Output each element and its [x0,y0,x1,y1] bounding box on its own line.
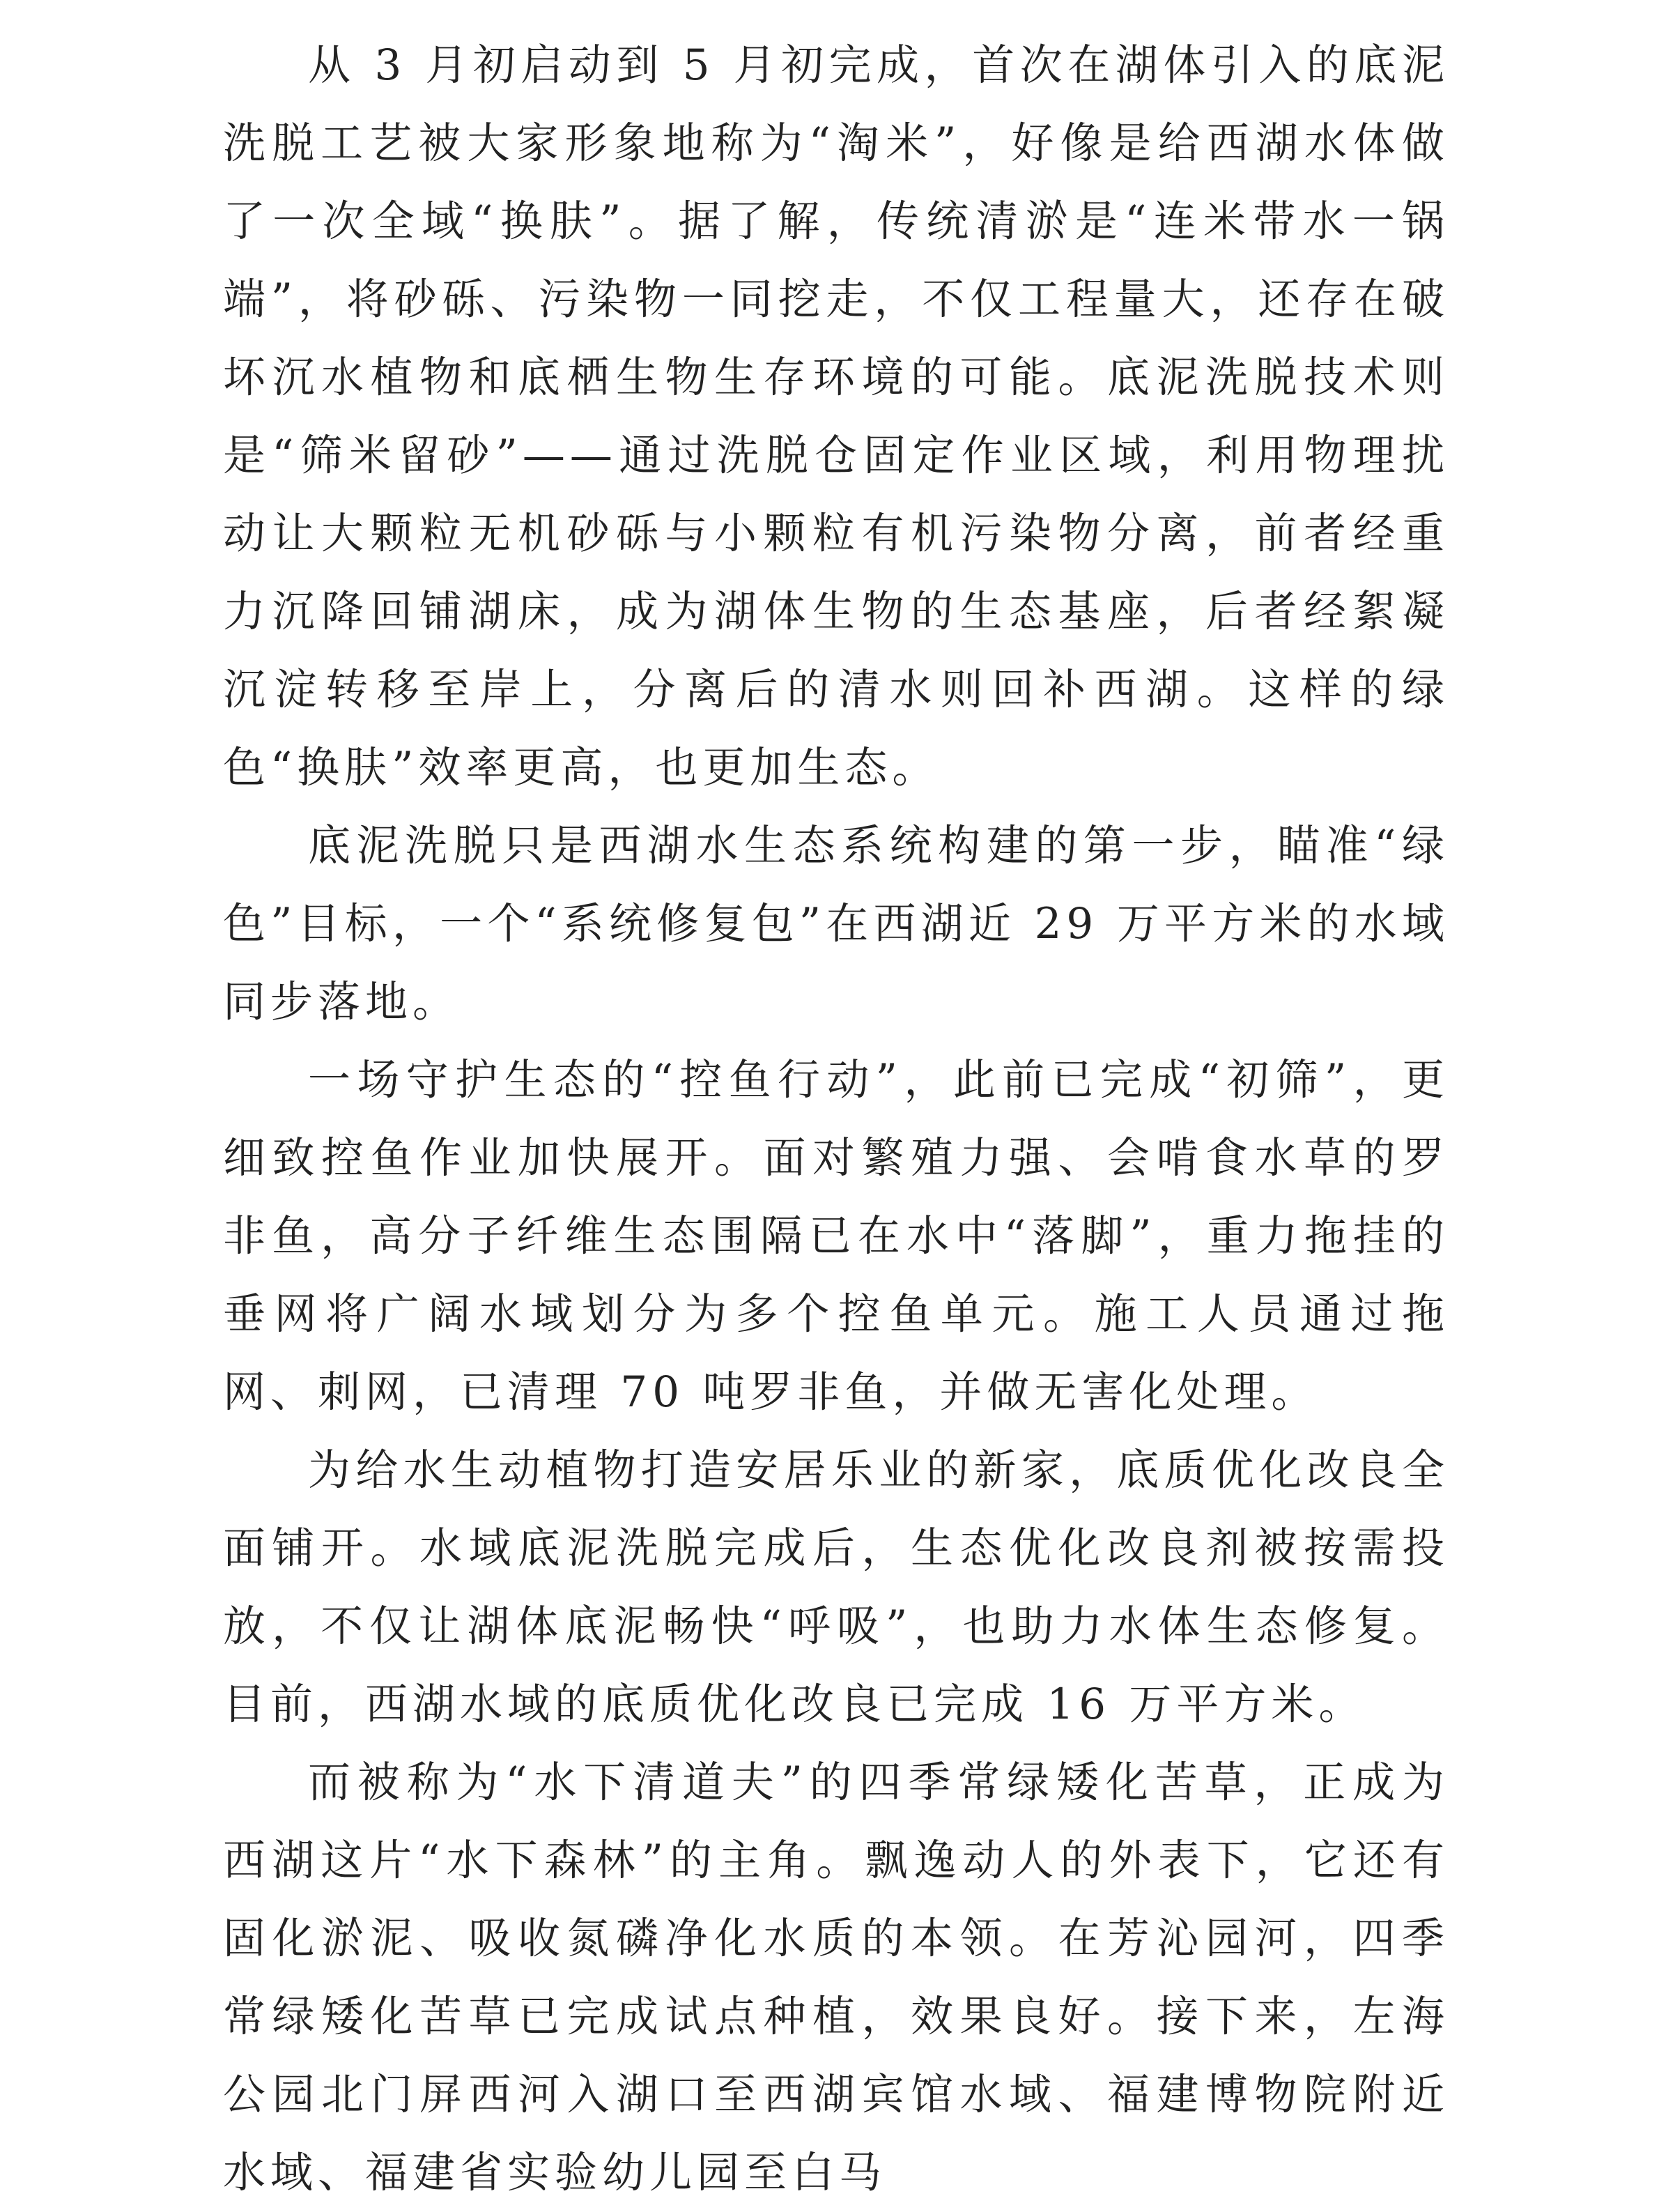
paragraph-sediment-washing: 从 3 月初启动到 5 月初完成，首次在湖体引入的底泥洗脱工艺被大家形象地称为“淘米”，好像是给西湖水体做了一次全域“换肤”。据了解，传统清淤是“连米带水一锅端”，将砂砾、污染物一同挖走，不仅工程量大，还存在破坏沉水植物和底栖生物生存环境的可能。底泥洗脱技术则是“筛米留砂”——通过洗脱仓固定作业区域，利用物理扰动让大颗粒无机砂砾与小颗粒有机污染物分离，前者经重力沉降回铺湖床，成为湖体生物的生态基座，后者经絮凝沉淀转移至岸上，分离后的清水则回补西湖。这样的绿色“换肤”效率更高，也更加生态。 [223,40,1449,792]
paragraph-system-repair: 底泥洗脱只是西湖水生态系统构建的第一步，瞄准“绿色”目标，一个“系统修复包”在西湖近 29 万平方米的水域同步落地。 [223,821,1450,1027]
paragraph-underwater-forest: 而被称为“水下清道夫”的四季常绿矮化苦草，正成为西湖这片“水下森林”的主角。飘逸动人的外表下，它还有固化淤泥、吸收氮磷净化水质的本领。在芳沁园河，四季常绿矮化苦草已完成试点种植，效果良好。接下来，左海公园北门屏西河入湖口至西湖宾馆水域、福建博物院附近水域、福建省实验幼儿园至白马 [223,1758,1449,2197]
document-page [223,26,1449,2212]
paragraph-fish-control: 一场守护生态的“控鱼行动”，此前已完成“初筛”，更细致控鱼作业加快展开。面对繁殖力强、会啃食水草的罗非鱼，高分子纤维生态围隔已在水中“落脚”，重力拖挂的垂网将广阔水域划分为多个控鱼单元。施工人员通过拖网、刺网，已清理 70 吨罗非鱼，并做无害化处理。 [223,1055,1449,1417]
paragraph-substrate-improvement: 为给水生动植物打造安居乐业的新家，底质优化改良全面铺开。水域底泥洗脱完成后，生态优化改良剂被按需投放，不仅让湖体底泥畅快“呼吸”，也助力水体生态修复。目前，西湖水域的底质优化改良已完成 16 万平方米。 [223,1445,1449,1729]
